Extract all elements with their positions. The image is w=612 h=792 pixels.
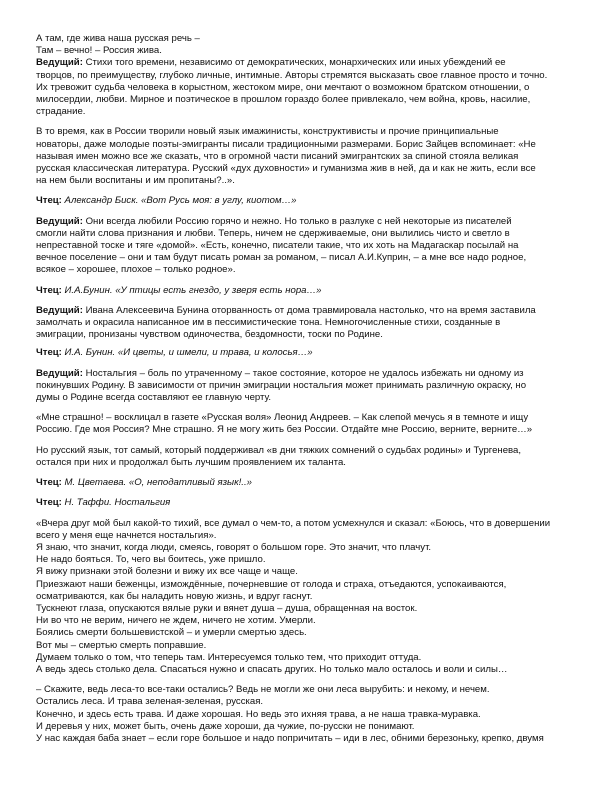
- reader-text: Н. Таффи. Ностальгия: [61, 497, 171, 509]
- paragraph-text: называя имен можно все же сказать, что в огромной части писаний эмигрантских за спиной стояла великая: [36, 150, 519, 162]
- paragraph-text: творцов, по преимуществу, глубоко личные, интимные. Авторы стремятся высказать свое главное просто и точно.: [36, 69, 548, 81]
- reader-label: Чтец:: [36, 497, 62, 509]
- paragraph-text: Но русский язык, тот самый, который поддерживал «в дни тяжких сомнений о судьбах родины» и Тургенева,: [36, 444, 522, 456]
- paragraph-text: Ностальгия – боль по утраченному – такое состояние, которое не удалось избежать ни одному из: [82, 367, 524, 379]
- paragraph-text: на нем были воспитаны и им пропитаны?..».: [36, 175, 235, 187]
- paragraph-zaitsev: [36, 126, 580, 187]
- paragraph-text: В то время, как в России творили новый язык имажинисты, конструктивисты и прочие принципиальные: [36, 126, 499, 138]
- speaker-label: Ведущий:: [36, 304, 83, 316]
- paragraph-language: [36, 445, 580, 469]
- reader-label: Чтец:: [36, 347, 62, 359]
- speaker-label: Ведущий:: [36, 367, 83, 379]
- reader-text: М. Цветаева. «О, неподатливый язык!..»: [61, 477, 252, 489]
- excerpt-line: И деревья у них, может быть, очень даже хороши, да чужие, по-русски не понимают.: [36, 720, 415, 732]
- paragraph-text: эмиграции, пронизаны чувством одиночества, бездомности, тоски по Родине.: [36, 329, 383, 341]
- paragraph-text: Их тревожит судьба человека в корыстном, жестоком мире, они мечтают о возможном братском отношении, о: [36, 81, 530, 93]
- excerpt-line: Ни во что не верим, ничего не ждем, ничего не хотим. Умерли.: [36, 615, 316, 627]
- reader-text: И.А.Бунин. «У птицы есть гнездо, у зверя есть нора…»: [61, 284, 322, 296]
- poem-fragment: [36, 33, 580, 57]
- paragraph-text: покинувших Родину. В зависимости от причин эмиграции ностальгия может принимать различную окраску, но: [36, 379, 527, 391]
- paragraph-text: остался при них и продолжал быть лучшим проявлением их таланта.: [36, 456, 346, 468]
- excerpt-line: всего у меня еще начнется ностальгия».: [36, 529, 217, 541]
- reader-line-4: [36, 477, 580, 489]
- excerpt-line: «Вчера друг мой был какой-то тихий, все думал о чем-то, а потом усмехнулся и сказал: «Боюсь, что в довершении: [36, 517, 551, 529]
- reader-line-2: [36, 285, 580, 297]
- paragraph-host-4: [36, 368, 580, 405]
- paragraph-host-2: [36, 216, 580, 277]
- reader-text: И.А. Бунин. «И цветы, и шмели, и трава, и колосья…»: [61, 347, 313, 359]
- excerpt-line: – Скажите, ведь леса-то все-таки остались? Ведь не могли же они леса вырубить: и некому, и нечем.: [36, 684, 490, 696]
- paragraph-andreev: [36, 412, 580, 436]
- excerpt-line: Остались леса. И трава зеленая-зеленая, русская.: [36, 696, 264, 708]
- taffi-excerpt-2: [36, 684, 580, 745]
- paragraph-text: страдание.: [36, 106, 86, 118]
- paragraph-text: непреставной тоске и тяге «домой». «Есть, конечно, писатели такие, что их хоть на Мадагаскар посылай на: [36, 240, 519, 252]
- paragraph-text: русская классическая литература. Русский «дух духовности» и гуманизма жив в ней, да и как не жить, если все: [36, 163, 536, 175]
- excerpt-line: У нас каждая баба знает – если горе большое и надо попричитать – иди в лес, обними березоньку, крепко, двумя: [36, 732, 544, 744]
- paragraph-text: смогли найти слова признания и любви. Теперь, ничем не сдерживаемые, они вылились чисто и светло в: [36, 227, 510, 239]
- paragraph-text: Россию. Где моя Россия? Мне страшно. Я не могу жить без России. Отдайте мне Россию, верните, верните…»: [36, 424, 533, 436]
- reader-text: Александр Биск. «Вот Русь моя: в углу, киотом…»: [61, 195, 297, 207]
- excerpt-line: Боялись смерти большевистской – и умерли смертью здесь.: [36, 627, 307, 639]
- paragraph-text: замолчать и окрасила написанное им в пессимистические тона. Немногочисленные стихи, созданные в: [36, 317, 501, 329]
- poem-line: Там – вечно! – Россия жива.: [36, 45, 162, 57]
- paragraph-text: «Мне страшно! – восклицал в газете «Русская воля» Леонид Андреев. – Как слепой мечусь я в темноте и ищу: [36, 412, 529, 424]
- excerpt-line: Вот мы – смертью смерть поправшие.: [36, 639, 207, 651]
- excerpt-line: Не надо бояться. То, чего вы боитесь, уже пришло.: [36, 554, 266, 566]
- speaker-label: Ведущий:: [36, 57, 83, 69]
- document-page: [36, 33, 580, 745]
- reader-line-1: [36, 195, 580, 207]
- excerpt-line: Тускнеют глаза, опускаются вялые руки и вянет душа – душа, обращенная на восток.: [36, 602, 418, 614]
- paragraph-text: новаторы, даже молодые поэты-эмигранты писали традиционными размерами. Борис Зайцев вспоминает: «Не: [36, 138, 536, 150]
- reader-label: Чтец:: [36, 284, 62, 296]
- paragraph-text: всякое – хорошее, плохое – только родное».: [36, 264, 236, 276]
- speaker-label: Ведущий:: [36, 215, 83, 227]
- excerpt-line: А ведь здесь столько дела. Спасаться нужно и спасать других. Но только мало осталось и воли и силы…: [36, 663, 508, 675]
- excerpt-line: Думаем только о том, что теперь там. Интересуемся только тем, что приходит оттуда.: [36, 651, 422, 663]
- taffi-excerpt-1: [36, 518, 580, 677]
- excerpt-line: Приезжают наши беженцы, измождённые, почерневшие от голода и страха, отъедаются, успокаиваются,: [36, 578, 507, 590]
- excerpt-line: Конечно, и здесь есть трава. И даже хорошая. Но ведь это ихняя трава, а не наша травка-муравка.: [36, 708, 481, 720]
- paragraph-text: Ивана Алексеевича Бунина оторванность от дома травмировала настолько, что на время заставила: [82, 304, 536, 316]
- paragraph-text: думы о Родине всегда составляют ее главную черту.: [36, 392, 272, 404]
- paragraph-text: вечное поселение – они и там будут писать роман за романом, – писал А.И.Куприн, – а мне все надо родное,: [36, 252, 527, 264]
- paragraph-text: Они всегда любили Россию горячо и нежно. Но только в разлуке с ней некоторые из писателей: [82, 215, 512, 227]
- reader-label: Чтец:: [36, 477, 62, 489]
- poem-line: А там, где жива наша русская речь –: [36, 33, 200, 44]
- reader-line-5: [36, 497, 580, 509]
- paragraph-host-1: [36, 57, 580, 118]
- paragraph-text: милосердии, любви. Мирное и поэтическое в прошлом гораздо более привлекало, чем война, кровь, насилие,: [36, 94, 531, 106]
- paragraph-text: Стихи того времени, независимо от демократических, монархических или иных убеждений ее: [82, 57, 506, 69]
- excerpt-line: осматриваются, как бы наладить новую жизнь, и вдруг гаснут.: [36, 590, 313, 602]
- paragraph-host-3: [36, 305, 580, 342]
- reader-line-3: [36, 347, 580, 359]
- reader-label: Чтец:: [36, 195, 62, 207]
- excerpt-line: Я знаю, что значит, когда люди, смеясь, говорят о большом горе. Это значит, что плачут.: [36, 541, 432, 553]
- excerpt-line: Я вижу признаки этой болезни и вижу их все чаще и чаще.: [36, 566, 298, 578]
